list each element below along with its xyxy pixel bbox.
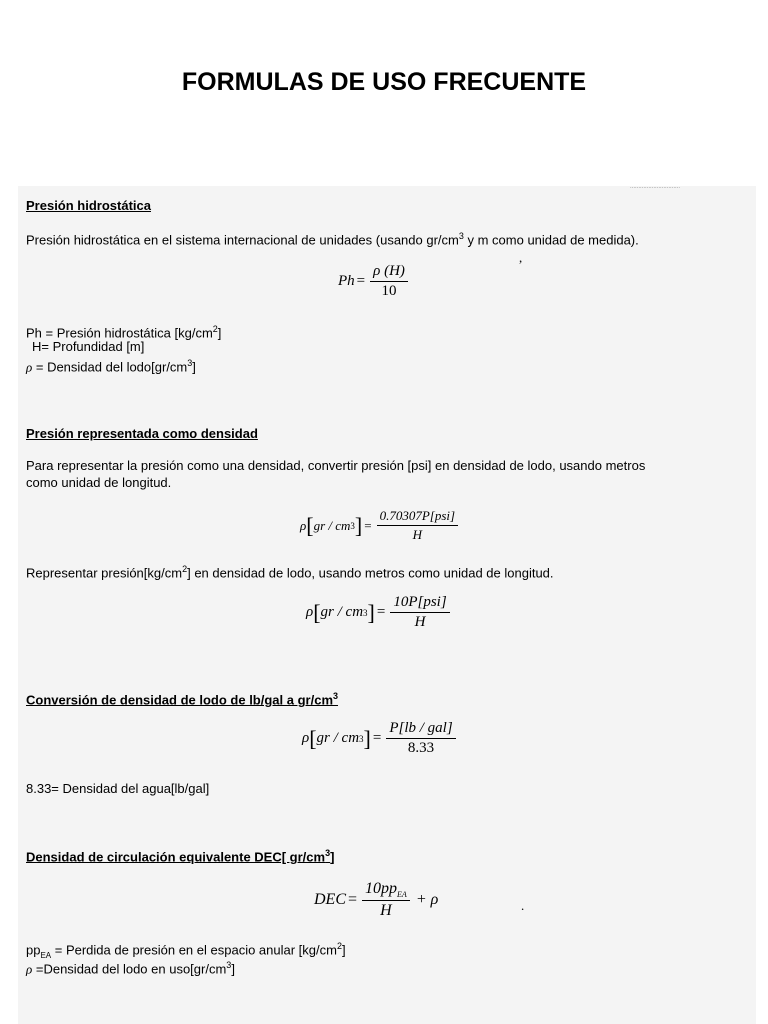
legend-rho-uso: ρ =Densidad del lodo en $uso[gr/cm^3]$ — [26, 960, 235, 977]
page-title: FORMULAS DE USO FRECUENTE — [181, 68, 587, 96]
legend-rho: ρ = Densidad del $lodo[gr/cm^3]$ — [26, 358, 196, 375]
formula-densidad-kgcm2: ρ [ gr / cm 3 ] = $\frac{\text{10P[psi]}}{H}$ — [306, 594, 453, 631]
formula-dec: DEC = $\frac{10pp_{EA}}{H}$ + ρ — [314, 880, 439, 920]
section-heading-presion-hidrostatica: Presión hidrostática — [26, 198, 151, 213]
section-description-line-1: Para representar la presión como una densidad, convertir presión [psi] en densidad de lodo, usando metros — [26, 458, 646, 473]
section-heading-presion-densidad: Presión representada como densidad — [26, 426, 258, 441]
section-description-line-2: como unidad de longitud. — [26, 475, 172, 490]
section-heading-dec: Densidad de circulación equivalente DEC[ $gr/cm^3$] — [26, 848, 335, 865]
scan-artifact-dots: .............................. — [630, 184, 681, 190]
formula-presion-hidrostatica: Ph = $\frac{\rho (H)}{10}$ — [338, 263, 411, 300]
legend-pp-ea: $pp_{EA}$ = Perdida de presión en el espacio anular $[kg/cm^2]$ — [26, 941, 346, 960]
section-heading-conversion: Conversión de densidad de lodo de lb/gal a $gr/cm^3$ — [26, 691, 339, 708]
formula-densidad-psi: ρ [ gr / cm 3 ] = $\frac{\text{0.70307P[psi]}}{H}$ — [300, 508, 461, 543]
scan-mark: . — [521, 898, 525, 913]
formula-conversion-lbgal: ρ [ gr / cm 3 ] = $\frac{\text{P[lb / gal]}}{8.33}$ — [302, 720, 459, 757]
section-description: Presión hidrostática en el sistema internacional de unidades (usando $gr/cm^3$ y m como unidad de medida). — [26, 231, 639, 248]
section-description-line-3: Representar $presión[kg/cm^2]$ en densidad de lodo, usando metros como unidad de longitud. — [26, 564, 554, 581]
legend-ph: Ph = Presión hidrostática $[kg/cm^2]$ — [26, 324, 222, 341]
scan-mark: , — [519, 250, 523, 265]
note-densidad-agua: 8.33= Densidad del agua[lb/gal] — [26, 781, 210, 796]
legend-h: H= Profundidad [m] — [32, 339, 145, 354]
